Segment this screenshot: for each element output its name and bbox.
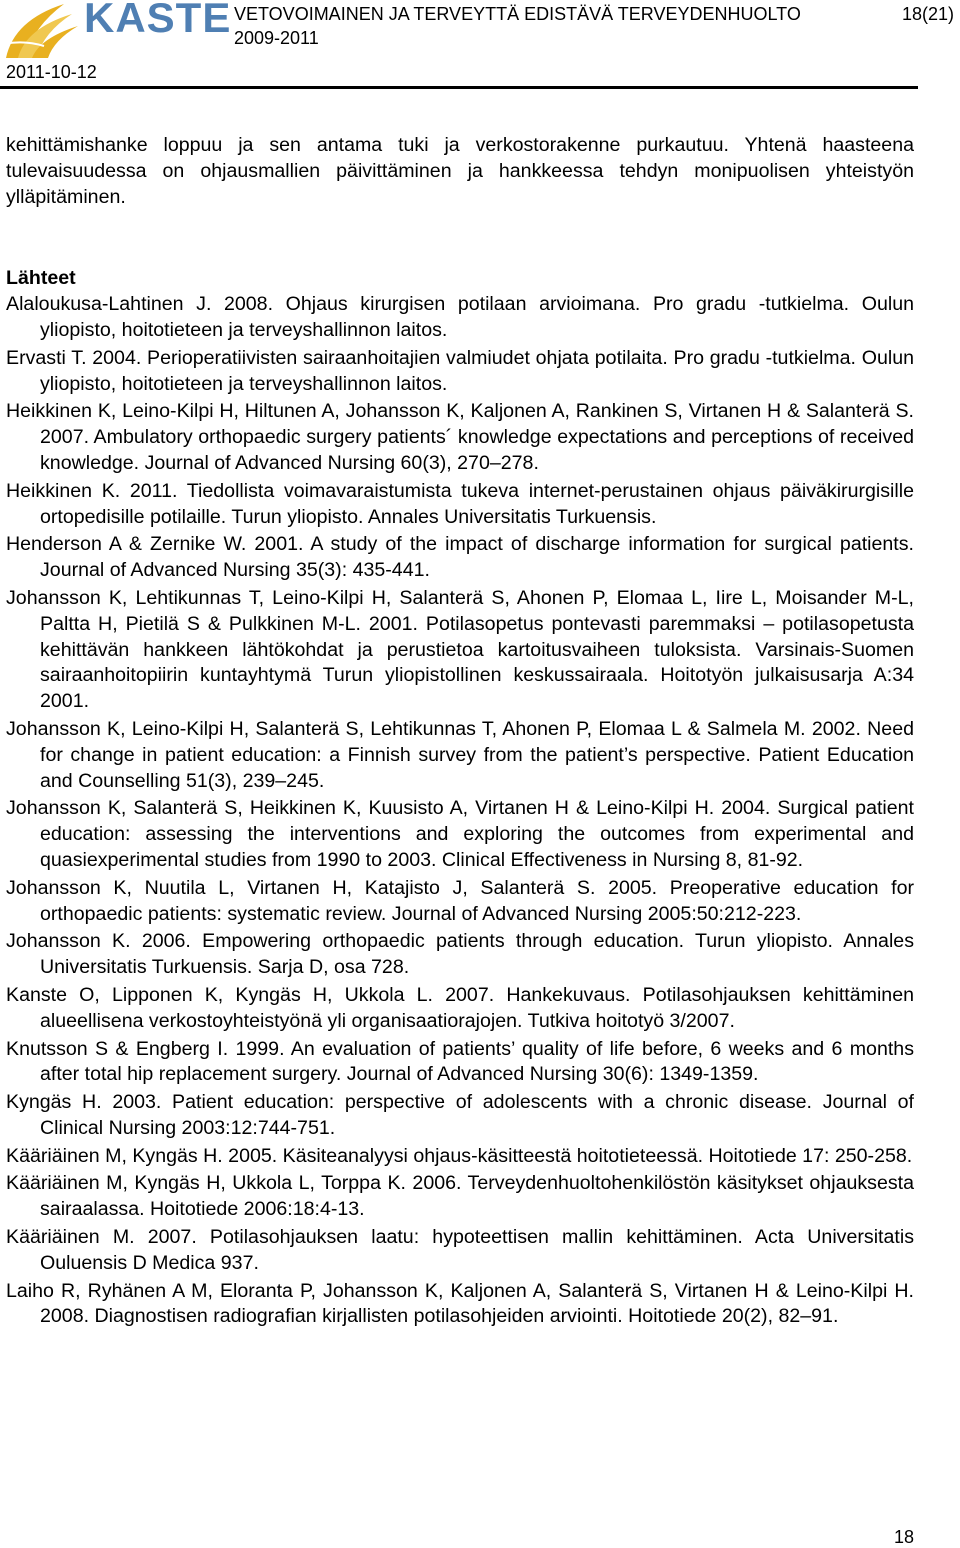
kaste-emblem-icon (4, 0, 80, 60)
header-date: 2011-10-12 (6, 62, 97, 82)
header-divider (0, 86, 918, 89)
reference-item: Johansson K, Leino-Kilpi H, Salanterä S, Lehtikunnas T, Ahonen P, Elomaa L & Salmela M. 2002. Need for change in patient education: a Finnish survey from the patient’s perspective. Patient Education and Counselling 51(3), 239–245. (6, 717, 914, 792)
logo-text: KASTE (84, 0, 232, 41)
reference-item: Kääriäinen M, Kyngäs H, Ukkola L, Torppa K. 2006. Terveydenhuoltohenkilöstön käsitykset ohjauksesta sairaalassa. Hoitotiede 2006:18:4-13. (6, 1172, 914, 1221)
reference-item: Kyngäs H. 2003. Patient education: perspective of adolescents with a chronic disease. Journal of Clinical Nursing 2003:12:744-751. (6, 1091, 914, 1139)
header-years: 2009-2011 (234, 28, 319, 48)
reference-item: Heikkinen K. 2011. Tiedollista voimavaraistumista tukeva internet-perustainen ohjaus päiväkirurgisille ortopedisille potilaille. Turun yliopisto. Annales Universitatis Turkuensis. (6, 479, 914, 528)
reference-item: Laiho R, Ryhänen A M, Eloranta P, Johansson K, Kaljonen A, Salanterä S, Virtanen H & Leino-Kilpi H. 2008. Diagnostisen radiografian kirjallisten potilasohjeiden arviointi. Hoitotiede 20(2), 82–91. (6, 1279, 914, 1328)
header-title: VETOVOIMAINEN JA TERVEYTTÄ EDISTÄVÄ TERVEYDENHUOLTO (234, 4, 801, 24)
reference-item: Johansson K, Salanterä S, Heikkinen K, Kuusisto A, Virtanen H & Leino-Kilpi H. 2004. Surgical patient education: assessing the interventions and exploring the outcomes from experimental and quasiexperimental studies from 1990 to 2003. Clinical Effectiveness in Nursing 8, 81-92. (6, 797, 914, 871)
reference-list (6, 292, 914, 1330)
reference-item: Johansson K, Lehtikunnas T, Leino-Kilpi H, Salanterä S, Ahonen P, Elomaa L, Iire L, Moisander M-L, Paltta H, Pietilä S & Pulkkinen M-L. 2001. Potilasopetus pontevasti paremmaksi – potilasopetusta kehittävän hankkeen lähtökohdat ja perustietoa kartoitusvaiheen tuloksista. Varsinais-Suomen sairaanhoitopiirin kuntayhtymä Turun yliopistollinen keskussairaala. Hoitotyön julkaisusarja A:34 2001. (6, 586, 914, 713)
header-page-of: 18(21) (901, 4, 954, 24)
reference-item: Johansson K. 2006. Empowering orthopaedic patients through education. Turun yliopisto. Annales Universitatis Turkuensis. Sarja D, osa 728. (6, 930, 914, 979)
intro-paragraph: kehittämishanke loppuu ja sen antama tuki ja verkostorakenne purkautuu. Yhtenä haasteena tulevaisuudessa on ohjausmallien päivittäminen ja hankkeessa tehdyn monipuolisen yhteistyön ylläpitäminen. (6, 134, 914, 208)
reference-item: Johansson K, Nuutila L, Virtanen H, Katajisto J, Salanterä S. 2005. Preoperative education for orthopaedic patients: systematic review. Journal of Advanced Nursing 2005:50:212-223. (6, 876, 914, 925)
reference-item: Henderson A & Zernike W. 2001. A study of the impact of discharge information for surgical patients. Journal of Advanced Nursing 35(3): 435-441. (6, 533, 914, 582)
reference-item: Ervasti T. 2004. Perioperatiivisten sairaanhoitajien valmiudet ohjata potilaita. Pro gradu -tutkielma. Oulun yliopisto, hoitotieteen ja terveyshallinnon laitos. (6, 346, 914, 395)
reference-item: Kääriäinen M. 2007. Potilasohjauksen laatu: hypoteettisen mallin kehittäminen. Acta Universitatis Ouluensis D Medica 937. (6, 1226, 914, 1274)
page-header (0, 0, 960, 92)
document-body (6, 133, 914, 1332)
sources-heading: Lähteet (6, 267, 76, 290)
reference-item: Kääriäinen M, Kyngäs H. 2005. Käsiteanalyysi ohjaus-käsitteestä hoitotieteessä. Hoitotiede 17: 250-258. (6, 1144, 913, 1167)
kaste-logo (4, 0, 232, 60)
reference-item: Knutsson S & Engberg I. 1999. An evaluation of patients’ quality of life before, 6 weeks and 6 months after total hip replacement surgery. Journal of Advanced Nursing 30(6): 1349-1359. (6, 1037, 914, 1086)
reference-item: Kanste O, Lipponen K, Kyngäs H, Ukkola L. 2007. Hankekuvaus. Potilasohjauksen kehittäminen alueellisena verkostoyhteistyönä yli organisaatiorajojen. Tutkiva hoitotyö 3/2007. (6, 983, 914, 1032)
page-number: 18 (893, 1527, 914, 1547)
reference-item: Alaloukusa-Lahtinen J. 2008. Ohjaus kirurgisen potilaan arvioimana. Pro gradu -tutkielma. Oulun yliopisto, hoitotieteen ja terveyshallinnon laitos. (6, 293, 914, 341)
reference-item: Heikkinen K, Leino-Kilpi H, Hiltunen A, Johansson K, Kaljonen A, Rankinen S, Virtanen H & Salanterä S. 2007. Ambulatory orthopaedic surgery patients´ knowledge expectations and perceptions of received knowledge. Journal of Advanced Nursing 60(3), 270–278. (6, 400, 914, 474)
